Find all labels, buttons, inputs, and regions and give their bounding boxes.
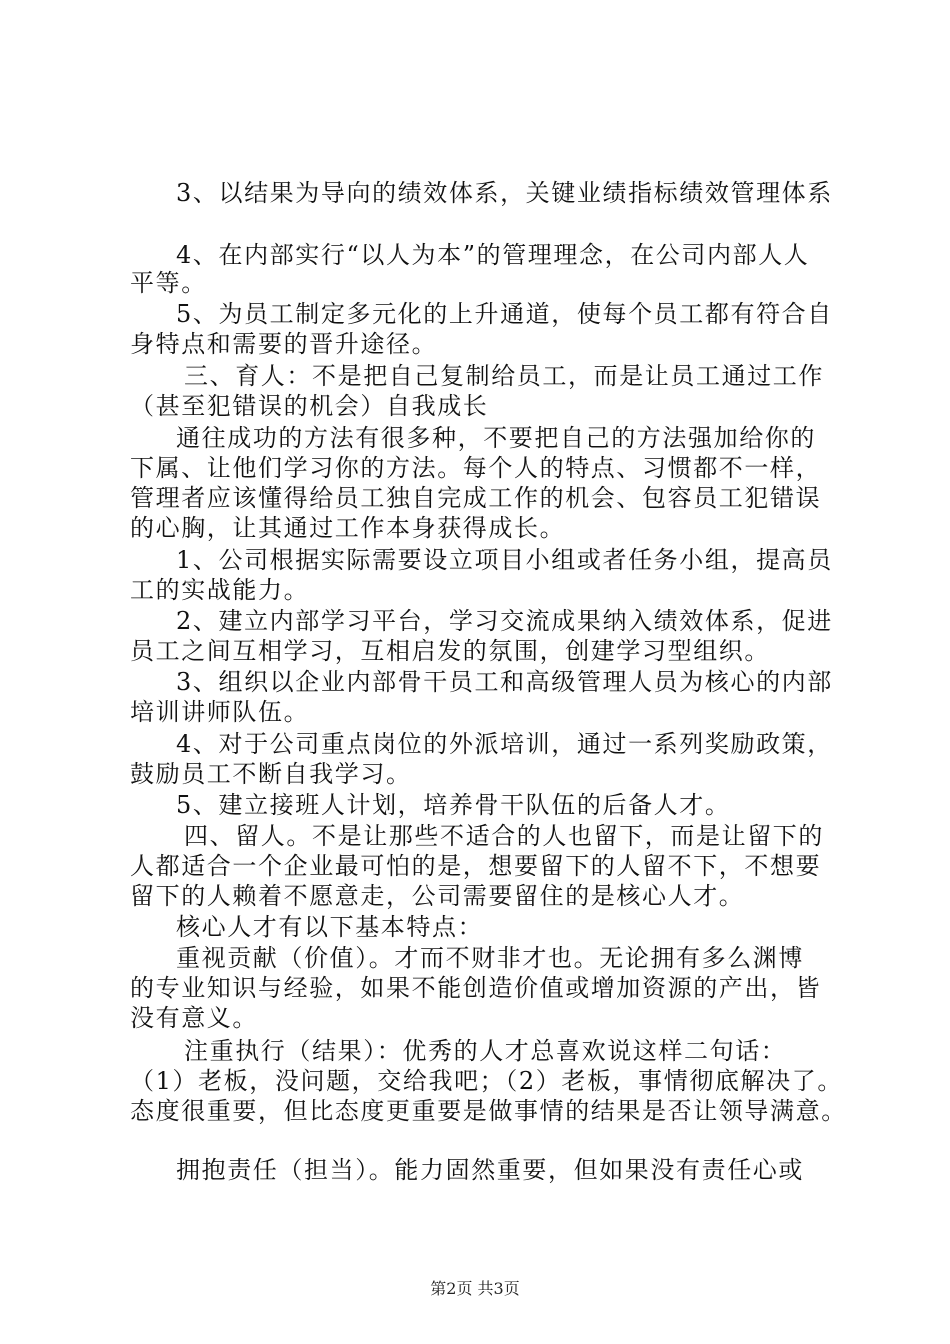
text-line: 下属、让他们学习你的方法。每个人的特点、习惯都不一样， [130, 454, 822, 482]
text-line: 4、在内部实行“以人为本”的管理理念，在公司内部人人 [176, 241, 810, 269]
text-line: 培训讲师队伍。 [130, 698, 310, 726]
text-line: 拥抱责任（担当）。能力固然重要，但如果没有责任心或 [176, 1156, 804, 1184]
text-line: 三、育人：不是把自己复制给员工，而是让员工通过工作 [184, 362, 824, 390]
text-line: 4、对于公司重点岗位的外派培训，通过一系列奖励政策， [176, 730, 833, 758]
text-line: 没有意义。 [130, 1004, 258, 1032]
text-line: 的心胸，让其通过工作本身获得成长。 [130, 514, 566, 542]
text-line: 核心人才有以下基本特点： [176, 913, 484, 941]
text-line: 工的实战能力。 [130, 576, 310, 604]
text-line: 鼓励员工不断自我学习。 [130, 760, 412, 788]
text-line: 重视贡献（价值）。才而不财非才也。无论拥有多么渊博 [176, 944, 804, 972]
text-line: 2、建立内部学习平台，学习交流成果纳入绩效体系，促进 [176, 607, 833, 635]
text-line: 四、留人。不是让那些不适合的人也留下，而是让留下的 [184, 822, 824, 850]
text-line: 员工之间互相学习，互相启发的氛围，创建学习型组织。 [130, 637, 770, 665]
text-line: 1、公司根据实际需要设立项目小组或者任务小组，提高员 [176, 546, 833, 574]
text-line: 注重执行（结果）：优秀的人才总喜欢说这样二句话： [184, 1037, 787, 1065]
text-line: 5、建立接班人计划，培养骨干队伍的后备人才。 [176, 791, 731, 819]
text-line: 5、为员工制定多元化的上升通道，使每个员工都有符合自 [176, 300, 833, 328]
text-line: （甚至犯错误的机会）自我成长 [130, 392, 489, 420]
text-line: 态度很重要，但比态度更重要是做事情的结果是否让领导满意。 [130, 1097, 847, 1125]
text-line: 留下的人赖着不愿意走，公司需要留住的是核心人才。 [130, 882, 745, 910]
text-line: （1）老板，没问题，交给我吧；（2）老板，事情彻底解决了。 [130, 1067, 843, 1095]
text-line: 平等。 [130, 269, 207, 297]
text-line: 的专业知识与经验，如果不能创造价值或增加资源的产出，皆 [130, 974, 822, 1002]
text-line: 通往成功的方法有很多种，不要把自己的方法强加给你的 [176, 424, 816, 452]
text-line: 3、组织以企业内部骨干员工和高级管理人员为核心的内部 [176, 668, 833, 696]
text-line: 3、以结果为导向的绩效体系，关键业绩指标绩效管理体系 [176, 179, 833, 207]
text-line: 身特点和需要的晋升途径。 [130, 330, 438, 358]
text-line: 人都适合一个企业最可怕的是，想要留下的人留不下，不想要 [130, 852, 822, 880]
page-footer: 第2页 共3页 [430, 1279, 520, 1298]
text-line: 管理者应该懂得给员工独自完成工作的机会、包容员工犯错误 [130, 484, 822, 512]
